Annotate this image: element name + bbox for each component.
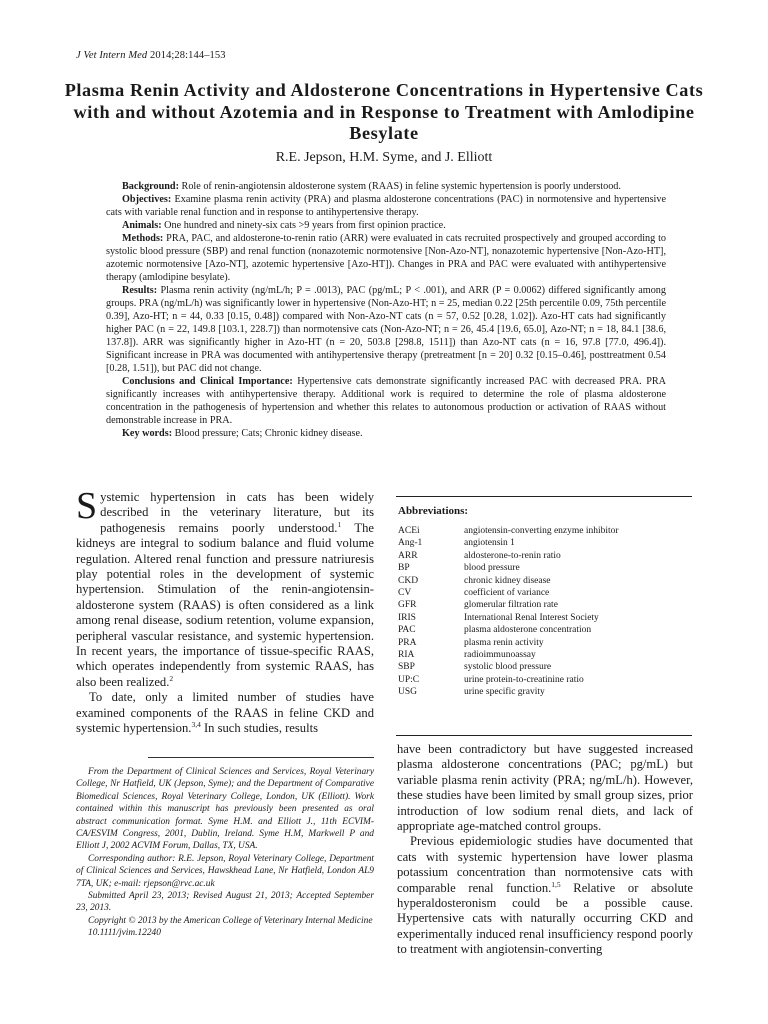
drop-cap: S	[76, 485, 98, 527]
abstract-animals	[106, 219, 666, 232]
intro-paragraph-3: have been contradictory but have suggested increased plasma aldosterone concentrations (PAC; pg/mL) but variable plasma renin activity (PRA; ng/mL/h). However, these studies have been limited by small group sizes, prior introduction of low sodium renal diets, and lack of appropriate age-matched control groups.	[397, 742, 693, 834]
abbreviations-list	[398, 525, 692, 699]
abbreviation-row	[398, 525, 692, 537]
abbreviation-code: IRIS	[398, 612, 416, 623]
footnote	[76, 766, 374, 940]
background-label: Background:	[122, 181, 179, 192]
abbreviation-definition: urine specific gravity	[464, 687, 545, 698]
journal-name: J Vet Intern Med	[76, 50, 148, 61]
intro-text-1a: ystemic hypertension in cats has been widely described in the veterinary literature, but its pathogenesis remains poorly understood.	[100, 490, 374, 535]
abbreviation-row	[398, 537, 692, 549]
footnote-affiliation: From the Department of Clinical Sciences and Services, Royal Veterinary College, Nr Hatfield, UK (Jepson, Syme); and the Department of Comparative Biomedical Sciences, Royal Veterinary College, London, UK (Elliott). Work contained within this manuscript has previously been presented as oral abstract communication format. Syme H.M. and Elliott J., 11th ECVIM-CA/ESVIM Congress, 2001, Dublin, Ireland. Syme H.M, Markwell P and Elliott J, 2002 ACVIM Forum, Dallas, TX, USA.	[76, 767, 374, 852]
intro-paragraph-2	[76, 690, 374, 736]
body-column-left	[76, 485, 374, 737]
abstract-conclusions	[106, 375, 666, 427]
abbreviation-row	[398, 661, 692, 673]
abbreviation-code: CKD	[398, 575, 419, 586]
abbreviation-row	[398, 637, 692, 649]
abbreviation-code: PAC	[398, 625, 416, 636]
article-title: Plasma Renin Activity and Aldosterone Concentrations in Hypertensive Cats with and without Azotemia and in Response to Treatment with Amlodipine Besylate	[64, 80, 704, 143]
abbreviation-definition: plasma aldosterone concentration	[464, 625, 592, 636]
keywords-label: Key words:	[122, 428, 173, 439]
methods-text: PRA, PAC, and aldosterone-to-renin ratio (ARR) were evaluated in cats recruited prospectively and grouped according to systolic blood pressure (SBP) and renal function (nonazotemic normotensive [Non-Azo-NT], nonazotemic hypertensive [Non-Azo-HT], azotemic normotensive [Azo-NT], azotemic hypertensive [Azo-HT]). Changes in PRA and PAC were evaluated with antihypertensive therapy (amlodipine besylate).	[106, 233, 666, 283]
background-text: Role of renin-angiotensin aldosterone system (RAAS) in feline systemic hypertension is poorly understood.	[181, 181, 621, 192]
abbreviation-row	[398, 612, 692, 624]
abbreviation-definition: blood pressure	[464, 563, 520, 574]
abbreviation-row	[398, 649, 692, 661]
citation-ref: 2	[169, 673, 174, 683]
results-text: Plasma renin activity (ng/mL/h; P = .0013), PAC (pg/mL; P < .001), and ARR (P = 0.0062) differed significantly among groups. PRA (ng/mL/h) was significantly lower in hypertensive (Non-Azo-HT; n = 25, median 0.22 [25th percentile 0.09, 75th percentile 0.39], Azo-HT; n = 44, 0.33 [0.15, 0.48]) compared with Non-Azo-NT cats (n = 57, 0.52 [0.28, 1.02]). Azo-HT cats had significantly higher PAC (n = 22, 149.8 [103.1, 228.7]) than normotensive cats (Non-Azo-NT; n = 26, 45.4 [19.6, 65.0], Azo-NT; n = 18, 84.1 [38.6, 137.8]). ARR was significantly higher in Azo-HT (n = 20, 503.8 [298.8, 1511]) than Azo-NT cats (n = 16, 97.8 [77.0, 496.4]). Significant increase in PRA was documented with antihypertensive therapy (pretreatment [n = 20] 0.32 [0.15–0.46], posttreatment 0.54 [0.28, 1.51]), but PAC did not change.	[106, 285, 666, 374]
abbreviation-definition: International Renal Interest Society	[464, 612, 599, 623]
abbreviation-code: BP	[398, 563, 410, 574]
citation-ref: 3,4	[191, 719, 201, 729]
intro-text-2a: To date, only a limited number of studies have examined components of the RAAS in feline CKD and systemic hypertension.	[76, 690, 374, 736]
abbreviation-row	[398, 575, 692, 587]
abbreviation-row	[398, 550, 692, 562]
abbreviation-code: RIA	[398, 650, 415, 661]
abbreviation-code: USG	[398, 687, 418, 698]
animals-text: One hundred and ninety-six cats >9 years from first opinion practice.	[164, 220, 446, 231]
citation-ref: 1,5	[551, 879, 561, 889]
abbreviation-definition: systolic blood pressure	[464, 662, 552, 673]
abbreviation-definition: coefficient of variance	[464, 588, 550, 599]
abbreviation-code: GFR	[398, 600, 417, 611]
abbreviations-title: Abbreviations:	[398, 505, 469, 517]
abbreviation-code: Ang-1	[398, 538, 423, 549]
abstract-methods	[106, 232, 666, 284]
footnote-submitted: Submitted April 23, 2013; Revised August 21, 2013; Accepted September 23, 2013.	[76, 891, 374, 914]
animals-label: Animals:	[122, 220, 162, 231]
methods-label: Methods:	[122, 233, 164, 244]
abstract	[106, 180, 666, 440]
citation-ref: 1	[337, 519, 342, 529]
conclusions-text: Hypertensive cats demonstrate significantly increased PAC with decreased PRA. PRA significantly increases with antihypertensive therapy. Additional work is required to determine the role of plasma aldosterone concentration in the pathogenesis of hypertension and whether this relates to autonomous production or activation of RAAS without demonstrable increase in PRA.	[106, 376, 667, 426]
objectives-label: Objectives:	[122, 194, 172, 205]
intro-text-1b: The kidneys are integral to sodium balance and fluid volume regulation. Altered renal function and pressure natriuresis play potential roles in the development of systemic hypertension. Stimulation of the renin-angiotensin-aldosterone system (RAAS) is often considered as a link among renal disease, sodium retention, volume expansion, peripheral vascular resistance, and systemic hypertension. In recent years, the importance of tissue-specific RAAS, which operates independently from systemic RAAS, has also been realized.	[76, 520, 374, 689]
abbreviation-row	[398, 686, 692, 698]
abbreviation-code: CV	[398, 588, 412, 599]
intro-text-4b: Relative or absolute hyperaldosteronism could be a possible cause. Hypertensive cats with naturally occurring CKD and experimentally induced renal insufficiency respond poorly to treatment with angiotensin-converting	[397, 880, 693, 957]
abbreviation-code: SBP	[398, 662, 415, 673]
abbreviation-definition: angiotensin-converting enzyme inhibitor	[464, 526, 619, 536]
abbreviation-code: PRA	[398, 637, 417, 648]
abbreviation-row	[398, 624, 692, 636]
abstract-background	[106, 180, 666, 193]
intro-paragraph-4	[397, 834, 693, 957]
abbreviation-definition: plasma renin activity	[464, 637, 544, 648]
abstract-objectives	[106, 193, 666, 219]
abstract-results	[106, 284, 666, 375]
body-column-right	[397, 742, 693, 958]
abbreviation-row	[398, 599, 692, 611]
intro-text-2b: In such studies, results	[200, 721, 318, 736]
abbreviation-code: ARR	[398, 550, 418, 561]
article-authors: R.E. Jepson, H.M. Syme, and J. Elliott	[275, 150, 493, 165]
footnote-doi: 10.1111/jvim.12240	[88, 928, 161, 939]
abbreviation-row	[398, 674, 692, 686]
objectives-text: Examine plasma renin activity (PRA) and plasma aldosterone concentrations (PAC) in normotensive and hypertensive cats with variable renal function and in response to antihypertensive therapy.	[106, 194, 666, 218]
abbreviation-definition: chronic kidney disease	[464, 575, 551, 586]
intro-paragraph-1	[76, 485, 374, 690]
journal-reference	[76, 50, 226, 61]
abstract-keywords	[106, 427, 666, 440]
keywords-text: Blood pressure; Cats; Chronic kidney disease.	[174, 428, 363, 439]
abbreviation-definition: angiotensin 1	[464, 538, 515, 549]
conclusions-label: Conclusions and Clinical Importance:	[122, 376, 293, 387]
intro-text-4a: Previous epidemiologic studies have documented that cats with systemic hypertension have lower plasma potassium concentration than normotensive cats with comparable renal function.	[397, 834, 693, 895]
results-label: Results:	[122, 285, 158, 296]
abbreviation-row	[398, 562, 692, 574]
abbreviation-definition: radioimmunoassay	[464, 650, 536, 661]
abbreviation-code: UP:C	[398, 674, 420, 685]
abbreviation-row	[398, 587, 692, 599]
abbreviation-code: ACEi	[398, 526, 420, 536]
footnote-divider	[148, 757, 374, 758]
abbreviation-definition: aldosterone-to-renin ratio	[464, 550, 561, 561]
abbreviations-box	[396, 496, 692, 736]
abbreviation-definition: glomerular filtration rate	[464, 600, 558, 611]
journal-citation: 2014;28:144–153	[150, 50, 226, 61]
abbreviation-definition: urine protein-to-creatinine ratio	[464, 674, 584, 685]
footnote-copyright: Copyright © 2013 by the American College of Veterinary Internal Medicine	[88, 915, 373, 926]
footnote-corresponding: Corresponding author: R.E. Jepson, Royal Veterinary College, Department of Clinical Sciences and Services, Hawskhead Lane, Nr Hatfield, London AL9 7TA, UK; e-mail: rjepson@rvc.ac.uk	[76, 853, 374, 889]
